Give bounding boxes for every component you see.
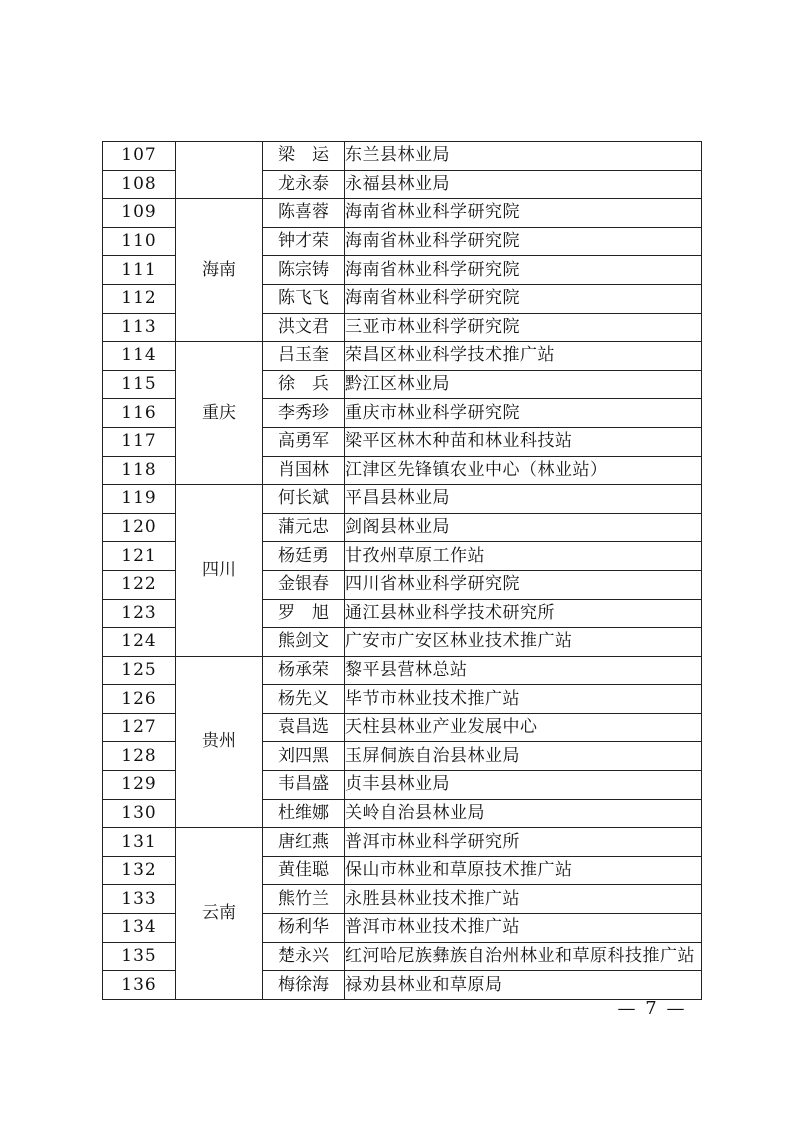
- work-unit: 天柱县林业产业发展中心: [345, 713, 702, 742]
- person-name: 熊竹兰: [263, 885, 345, 914]
- work-unit: 荣昌区林业科学技术推广站: [345, 342, 702, 371]
- work-unit: 通江县林业科学技术研究所: [345, 599, 702, 628]
- row-number: 107: [103, 142, 176, 171]
- row-number: 132: [103, 856, 176, 885]
- work-unit: 剑阁县林业局: [345, 513, 702, 542]
- person-name: 蒲元忠: [263, 513, 345, 542]
- person-name: 韦昌盛: [263, 771, 345, 800]
- work-unit: 平昌县林业局: [345, 485, 702, 514]
- work-unit: 黎平县营林总站: [345, 656, 702, 685]
- table-row: [103, 142, 702, 171]
- region-cell: 海南: [176, 199, 263, 342]
- person-name: 李秀珍: [263, 399, 345, 428]
- row-number: 128: [103, 742, 176, 771]
- row-number: 121: [103, 542, 176, 571]
- page-number: — 7 —: [617, 998, 687, 1019]
- work-unit: 玉屏侗族自治县林业局: [345, 742, 702, 771]
- person-name: 杨承荣: [263, 656, 345, 685]
- work-unit: 甘孜州草原工作站: [345, 542, 702, 571]
- person-name: 唐红燕: [263, 828, 345, 857]
- person-name: 肖国林: [263, 456, 345, 485]
- row-number: 113: [103, 313, 176, 342]
- person-name: 钟才荣: [263, 227, 345, 256]
- row-number: 134: [103, 914, 176, 943]
- work-unit: 关岭自治县林业局: [345, 799, 702, 828]
- table-row: [103, 656, 702, 685]
- row-number: 110: [103, 227, 176, 256]
- table-row: [103, 485, 702, 514]
- region-cell: 四川: [176, 485, 263, 657]
- row-number: 133: [103, 885, 176, 914]
- row-number: 117: [103, 427, 176, 456]
- row-number: 123: [103, 599, 176, 628]
- work-unit: 梁平区林木种苗和林业科技站: [345, 427, 702, 456]
- person-name: 罗 旭: [263, 599, 345, 628]
- row-number: 119: [103, 485, 176, 514]
- row-number: 108: [103, 170, 176, 199]
- row-number: 131: [103, 828, 176, 857]
- work-unit: 重庆市林业科学研究院: [345, 399, 702, 428]
- work-unit: 红河哈尼族彝族自治州林业和草原科技推广站: [345, 942, 702, 971]
- region-cell: 云南: [176, 828, 263, 1000]
- row-number: 120: [103, 513, 176, 542]
- work-unit: 海南省林业科学研究院: [345, 256, 702, 285]
- work-unit: 永胜县林业技术推广站: [345, 885, 702, 914]
- row-number: 112: [103, 284, 176, 313]
- work-unit: 江津区先锋镇农业中心（林业站）: [345, 456, 702, 485]
- person-name: 陈飞飞: [263, 284, 345, 313]
- person-name: 袁昌选: [263, 713, 345, 742]
- work-unit: 贞丰县林业局: [345, 771, 702, 800]
- person-name: 金银春: [263, 570, 345, 599]
- person-name: 陈喜蓉: [263, 199, 345, 228]
- row-number: 135: [103, 942, 176, 971]
- person-name: 洪文君: [263, 313, 345, 342]
- work-unit: 海南省林业科学研究院: [345, 227, 702, 256]
- work-unit: 黔江区林业局: [345, 370, 702, 399]
- row-number: 122: [103, 570, 176, 599]
- work-unit: 四川省林业科学研究院: [345, 570, 702, 599]
- person-name: 梁 运: [263, 142, 345, 171]
- work-unit: 永福县林业局: [345, 170, 702, 199]
- work-unit: 海南省林业科学研究院: [345, 284, 702, 313]
- region-cell: 贵州: [176, 656, 263, 828]
- person-name: 龙永泰: [263, 170, 345, 199]
- work-unit: 普洱市林业科学研究所: [345, 828, 702, 857]
- work-unit: 保山市林业和草原技术推广站: [345, 856, 702, 885]
- table-row: [103, 342, 702, 371]
- work-unit: 东兰县林业局: [345, 142, 702, 171]
- region-cell: 重庆: [176, 342, 263, 485]
- work-unit: 普洱市林业技术推广站: [345, 914, 702, 943]
- personnel-table: [102, 141, 702, 1000]
- row-number: 115: [103, 370, 176, 399]
- region-cell: [176, 142, 263, 199]
- row-number: 130: [103, 799, 176, 828]
- table-row: [103, 199, 702, 228]
- person-name: 刘四黑: [263, 742, 345, 771]
- row-number: 109: [103, 199, 176, 228]
- person-name: 熊剑文: [263, 628, 345, 657]
- person-name: 徐 兵: [263, 370, 345, 399]
- person-name: 高勇军: [263, 427, 345, 456]
- person-name: 杨利华: [263, 914, 345, 943]
- person-name: 吕玉奎: [263, 342, 345, 371]
- person-name: 梅徐海: [263, 971, 345, 1000]
- table-row: [103, 828, 702, 857]
- work-unit: 海南省林业科学研究院: [345, 199, 702, 228]
- row-number: 116: [103, 399, 176, 428]
- person-name: 何长斌: [263, 485, 345, 514]
- person-name: 黄佳聪: [263, 856, 345, 885]
- work-unit: 广安市广安区林业技术推广站: [345, 628, 702, 657]
- person-name: 楚永兴: [263, 942, 345, 971]
- person-name: 杨廷勇: [263, 542, 345, 571]
- row-number: 124: [103, 628, 176, 657]
- row-number: 127: [103, 713, 176, 742]
- row-number: 118: [103, 456, 176, 485]
- person-name: 杨先义: [263, 685, 345, 714]
- work-unit: 禄劝县林业和草原局: [345, 971, 702, 1000]
- row-number: 126: [103, 685, 176, 714]
- person-name: 陈宗铸: [263, 256, 345, 285]
- work-unit: 毕节市林业技术推广站: [345, 685, 702, 714]
- row-number: 111: [103, 256, 176, 285]
- row-number: 136: [103, 971, 176, 1000]
- person-name: 杜维娜: [263, 799, 345, 828]
- row-number: 129: [103, 771, 176, 800]
- work-unit: 三亚市林业科学研究院: [345, 313, 702, 342]
- row-number: 114: [103, 342, 176, 371]
- table-body: [103, 142, 702, 1000]
- row-number: 125: [103, 656, 176, 685]
